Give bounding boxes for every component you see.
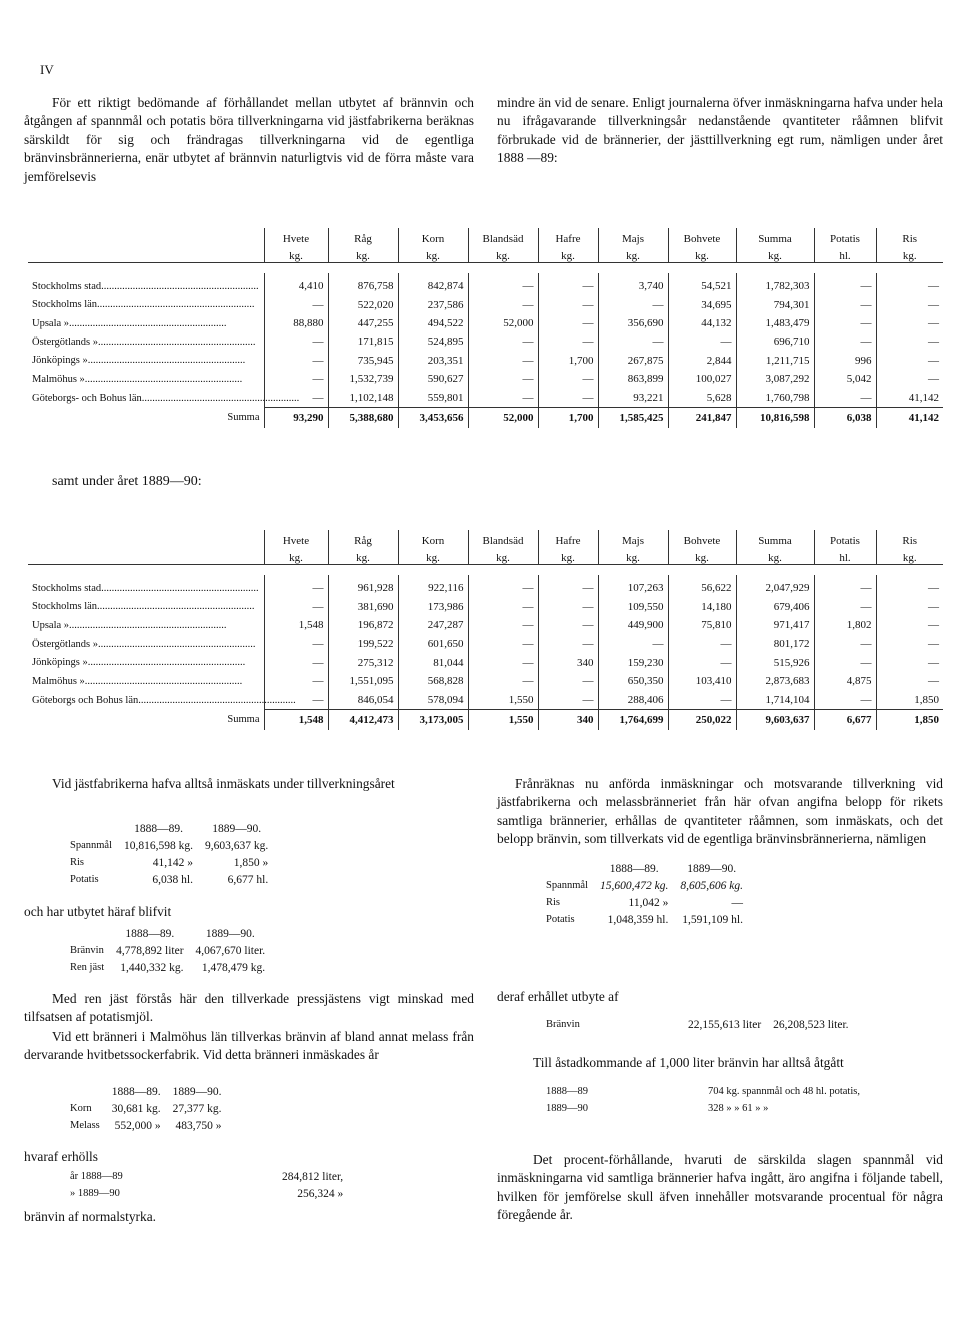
table-cell: 75,810 — [668, 616, 736, 635]
column-header: Majs — [598, 530, 668, 547]
table-cell: 3,087,292 — [736, 370, 814, 389]
sum-cell: 1,548 — [264, 710, 328, 731]
row-label-text: Jönköpings » — [32, 657, 88, 669]
table-cell: — — [264, 351, 328, 370]
row-label-text: Malmöhus » — [32, 373, 85, 385]
table-cell: 449,900 — [598, 616, 668, 635]
table-cell: 1,850 — [876, 691, 943, 710]
column-unit: kg. — [736, 245, 814, 263]
table-header-row — [28, 530, 943, 547]
table-cell: — — [668, 635, 736, 654]
sum-cell: 93,290 — [264, 408, 328, 429]
row-label-text: Östergötlands » — [32, 638, 99, 650]
column-header: Potatis — [814, 228, 876, 245]
row-label-text: Malmöhus » — [32, 675, 85, 687]
table-cell: 696,710 — [736, 333, 814, 352]
table-cell: 81,044 — [398, 653, 468, 672]
left-table-4: år 1888—89 284,812 liter, » 1889—90 256,324 » — [70, 1170, 344, 1200]
row-label-text: Östergötlands » — [32, 336, 99, 348]
table-cell: 247,287 — [398, 616, 468, 635]
column-header: Hafre — [538, 228, 598, 245]
table-cell: — — [814, 273, 876, 296]
row-label: Stockholms län............................................................ — [32, 299, 255, 311]
table-cell: 1,802 — [814, 616, 876, 635]
table-cell: — — [468, 575, 538, 598]
table-cell: 5,628 — [668, 389, 736, 408]
table-row — [28, 616, 943, 635]
table-cell: — — [264, 296, 328, 315]
table-cell: 103,410 — [668, 672, 736, 691]
table-cell: — — [468, 635, 538, 654]
column-unit: kg. — [264, 245, 328, 263]
table-cell: — — [468, 672, 538, 691]
sum-cell: 4,412,473 — [328, 710, 398, 731]
column-header: Summa — [736, 228, 814, 245]
left-para-6: bränvin af normalstyrka. — [24, 1209, 157, 1224]
table-cell: — — [264, 333, 328, 352]
column-unit: kg. — [668, 245, 736, 263]
table-cell: — — [668, 333, 736, 352]
column-header: Blandsäd — [468, 228, 538, 245]
row-label-text: Upsala » — [32, 619, 70, 631]
table-cell: — — [814, 296, 876, 315]
table-cell: 107,263 — [598, 575, 668, 598]
sum-cell: 1,550 — [468, 710, 538, 731]
right-para-3: Till åstadkommande af 1,000 liter bränvin har alltså åtgått — [533, 1055, 844, 1070]
sum-cell: 41,142 — [876, 408, 943, 429]
table-cell: 2,844 — [668, 351, 736, 370]
table-cell: 559,801 — [398, 389, 468, 408]
table-cell: 1,700 — [538, 351, 598, 370]
table-cell: 196,872 — [328, 616, 398, 635]
table-cell: — — [876, 333, 943, 352]
left-table-3: 1888—89. 1889—90. Korn 30,681 kg. 27,377 kg. Melass 552,000 » 483,750 » — [70, 1085, 222, 1132]
table-cell: 173,986 — [398, 598, 468, 617]
table-row — [28, 653, 943, 672]
column-header: Majs — [598, 228, 668, 245]
table-units-row — [28, 547, 943, 565]
table-cell: — — [814, 575, 876, 598]
sum-cell: 1,764,699 — [598, 710, 668, 731]
table-cell: — — [468, 333, 538, 352]
table-row — [28, 333, 943, 352]
row-label: Malmöhus »............................................................ — [32, 373, 243, 385]
table-cell: — — [814, 314, 876, 333]
table-cell: 846,054 — [328, 691, 398, 710]
sum-cell: 6,038 — [814, 408, 876, 429]
column-unit: kg. — [598, 547, 668, 565]
table-cell: 1,532,739 — [328, 370, 398, 389]
column-header: Summa — [736, 530, 814, 547]
row-label: Stockholms stad............................................................ — [32, 280, 259, 292]
table-cell: 1,548 — [264, 616, 328, 635]
sum-cell: 340 — [538, 710, 598, 731]
table-cell: — — [814, 653, 876, 672]
sum-cell: 1,850 — [876, 710, 943, 731]
table-cell: — — [264, 575, 328, 598]
table-cell: 578,094 — [398, 691, 468, 710]
table-cell: 56,622 — [668, 575, 736, 598]
table-cell: 863,899 — [598, 370, 668, 389]
column-header: Hafre — [538, 530, 598, 547]
table-cell: 735,945 — [328, 351, 398, 370]
table-cell: — — [264, 691, 328, 710]
table-cell: 171,815 — [328, 333, 398, 352]
sum-cell: 9,603,637 — [736, 710, 814, 731]
table-cell: 4,875 — [814, 672, 876, 691]
sum-row — [28, 408, 943, 429]
table-cell: 381,690 — [328, 598, 398, 617]
table-cell: — — [264, 653, 328, 672]
table-cell: 1,211,715 — [736, 351, 814, 370]
table-cell: — — [598, 635, 668, 654]
table-cell: 52,000 — [468, 314, 538, 333]
table-cell: 237,586 — [398, 296, 468, 315]
column-unit: hl. — [814, 547, 876, 565]
table-row — [28, 598, 943, 617]
left-para-3: Med ren jäst förstås här den tillverkade pressjästens vigt minskad med tilfsatsen af potatismjöl. — [24, 991, 474, 1025]
table-cell: — — [814, 635, 876, 654]
row-label-text: Göteborgs- och Bohus län — [32, 392, 142, 404]
table-cell: 41,142 — [876, 389, 943, 408]
column-unit: kg. — [598, 245, 668, 263]
sum-cell: 5,388,680 — [328, 408, 398, 429]
column-unit: kg. — [398, 547, 468, 565]
table-cell: — — [814, 691, 876, 710]
table-cell: — — [668, 691, 736, 710]
table-cell: — — [538, 296, 598, 315]
table-units-row — [28, 245, 943, 263]
table-cell: — — [538, 389, 598, 408]
row-label: Upsala »............................................................ — [32, 317, 227, 329]
column-header: Bohvete — [668, 530, 736, 547]
row-label-text: Stockholms län — [32, 601, 98, 613]
table-cell: — — [468, 389, 538, 408]
table-row — [28, 389, 943, 408]
table-cell: — — [814, 598, 876, 617]
sum-cell: 3,453,656 — [398, 408, 468, 429]
column-header: Korn — [398, 530, 468, 547]
column-header: Råg — [328, 228, 398, 245]
table-cell: — — [538, 635, 598, 654]
column-header: Hvete — [264, 530, 328, 547]
table-cell: — — [264, 389, 328, 408]
table-cell: — — [264, 672, 328, 691]
row-label-text: Stockholms stad — [32, 280, 102, 292]
column-unit: kg. — [876, 547, 943, 565]
table-row — [28, 672, 943, 691]
table-cell: 679,406 — [736, 598, 814, 617]
table-row — [28, 691, 943, 710]
table-cell: — — [814, 333, 876, 352]
table-cell: 54,521 — [668, 273, 736, 296]
left-para-5: hvaraf erhölls — [24, 1149, 98, 1164]
column-unit: kg. — [328, 547, 398, 565]
left-table-1: 1888—89. 1889—90. Spannmål 10,816,598 kg. 9,603,637 kg. Ris 41,142 » 1,850 » Potatis 6,038 hl. 6,677 hl. — [70, 822, 269, 886]
table-cell: 5,042 — [814, 370, 876, 389]
sum-cell: 6,677 — [814, 710, 876, 731]
table-cell: — — [538, 691, 598, 710]
table-cell: 1,782,303 — [736, 273, 814, 296]
table-cell: — — [814, 389, 876, 408]
column-unit: kg. — [468, 245, 538, 263]
table-cell: 590,627 — [398, 370, 468, 389]
page-number: IV — [40, 62, 54, 77]
table-cell: 842,874 — [398, 273, 468, 296]
table-cell: 267,875 — [598, 351, 668, 370]
row-label: Upsala »............................................................ — [32, 619, 227, 631]
table-cell: — — [264, 370, 328, 389]
column-header: Ris — [876, 530, 943, 547]
column-header: Bohvete — [668, 228, 736, 245]
table-cell: 1,760,798 — [736, 389, 814, 408]
table-cell: 922,116 — [398, 575, 468, 598]
table-row — [28, 635, 943, 654]
table-cell: — — [668, 653, 736, 672]
sum-cell: 3,173,005 — [398, 710, 468, 731]
row-label: Östergötlands »............................................................ — [32, 336, 256, 348]
table-cell: — — [876, 273, 943, 296]
row-label: Jönköpings »............................................................ — [32, 355, 246, 367]
table-cell: 203,351 — [398, 351, 468, 370]
table-cell: — — [538, 598, 598, 617]
table-cell: 100,027 — [668, 370, 736, 389]
column-header: Råg — [328, 530, 398, 547]
table-cell: — — [876, 672, 943, 691]
table-cell: — — [538, 370, 598, 389]
table-cell: 1,550 — [468, 691, 538, 710]
table-cell: — — [538, 616, 598, 635]
row-label-text: Stockholms stad — [32, 582, 102, 594]
column-unit: kg. — [876, 245, 943, 263]
table-cell: 2,047,929 — [736, 575, 814, 598]
row-label: Jönköpings »............................................................ — [32, 657, 246, 669]
column-unit: kg. — [398, 245, 468, 263]
left-para-4: Vid ett bränneri i Malmöhus län tillverkas bränvin af bland annat melass från dervarande hvitbetssockerfabrik. Vid detta bränneri inmäskades år — [24, 1029, 474, 1063]
table-cell: — — [598, 296, 668, 315]
table-cell: — — [876, 370, 943, 389]
table-cell: — — [876, 598, 943, 617]
table-cell: — — [876, 575, 943, 598]
table-header-row — [28, 228, 943, 245]
row-label-text: Stockholms län — [32, 299, 98, 311]
table-cell: — — [598, 333, 668, 352]
table-cell: — — [876, 616, 943, 635]
caption-1889-90: samt under året 1889—90: — [52, 474, 202, 489]
table-cell: 801,172 — [736, 635, 814, 654]
table-cell: 650,350 — [598, 672, 668, 691]
table-cell: — — [264, 598, 328, 617]
table-row — [28, 575, 943, 598]
table-cell: 794,301 — [736, 296, 814, 315]
table-cell: — — [538, 672, 598, 691]
sum-cell: 52,000 — [468, 408, 538, 429]
table-cell: 288,406 — [598, 691, 668, 710]
table-cell: 1,102,148 — [328, 389, 398, 408]
sum-cell: 1,585,425 — [598, 408, 668, 429]
table-cell: 1,483,479 — [736, 314, 814, 333]
intro-left-paragraph: För ett riktigt bedömande af förhållandet mellan utbytet af brännvin och åtgången af spannmål och potatis böra tillverkningarna vid jästfabrikerna beräknas särskildt för sig och frändragas tillverkningarna vid de egentliga bränvinsbrännerierna, enär utbytet af brännvin naturligtvis vid de förra måste vara jemförelsevis — [24, 95, 474, 184]
table-cell: 996 — [814, 351, 876, 370]
table-cell: — — [468, 351, 538, 370]
right-para-1: Frånräknas nu anförda inmäskningar och motsvarande tillverkning vid jästfabrikerna och melassbränneriet från här ofvan angifna belopp för rikets samtliga brännerier, erhållas de qvantiteter rååmnen, som inmäskats, och det belopp bränvin, som tillverkats vid de egentliga bränvinsbrännerierna, nämligen — [497, 776, 943, 847]
column-unit: kg. — [468, 547, 538, 565]
table-cell: 494,522 — [398, 314, 468, 333]
table-cell: 876,758 — [328, 273, 398, 296]
table-cell: 2,873,683 — [736, 672, 814, 691]
right-table-1: 1888—89. 1889—90. Spannmål 15,600,472 kg. 8,605,606 kg. Ris 11,042 » — Potatis 1,048,359 hl. 1,591,109 hl. — [546, 862, 743, 926]
table-cell: — — [468, 598, 538, 617]
table-cell: — — [538, 333, 598, 352]
table-cell: 961,928 — [328, 575, 398, 598]
column-header: Ris — [876, 228, 943, 245]
table-cell: — — [876, 351, 943, 370]
row-label: Göteborgs och Bohus län............................................................ — [32, 694, 296, 706]
table-cell: 1,551,095 — [328, 672, 398, 691]
column-header: Potatis — [814, 530, 876, 547]
table-cell: 601,650 — [398, 635, 468, 654]
table-cell: — — [468, 296, 538, 315]
row-label-text: Upsala » — [32, 317, 70, 329]
table-row — [28, 273, 943, 296]
column-header: Hvete — [264, 228, 328, 245]
table-cell: — — [468, 273, 538, 296]
right-table-2: Bränvin 22,155,613 liter 26,208,523 liter. — [546, 1018, 849, 1031]
table-cell: 109,550 — [598, 598, 668, 617]
table-cell: — — [876, 314, 943, 333]
table-row — [28, 296, 943, 315]
table-cell: — — [468, 653, 538, 672]
table-cell: — — [264, 635, 328, 654]
table-cell: — — [538, 575, 598, 598]
column-header: Blandsäd — [468, 530, 538, 547]
row-label: Stockholms län............................................................ — [32, 601, 255, 613]
table-cell: 199,522 — [328, 635, 398, 654]
right-table-3: 1888—89 704 kg. spannmål och 48 hl. potatis, 1889—90 328 » » 61 » » — [546, 1086, 860, 1114]
table-cell: 93,221 — [598, 389, 668, 408]
row-label-text: Göteborgs och Bohus län — [32, 694, 139, 706]
left-para-2: och har utbytet häraf blifvit — [24, 904, 172, 919]
table-cell: 44,132 — [668, 314, 736, 333]
row-label: Malmöhus »............................................................ — [32, 675, 243, 687]
sum-cell: 10,816,598 — [736, 408, 814, 429]
table-1889-90 — [28, 530, 943, 730]
left-table-2: 1888—89. 1889—90. Bränvin 4,778,892 liter 4,067,670 liter. Ren jäst 1,440,332 kg. 1,478,479 kg. — [70, 927, 266, 974]
table-row — [28, 370, 943, 389]
table-cell: 524,895 — [398, 333, 468, 352]
column-unit: hl. — [814, 245, 876, 263]
table-cell: 447,255 — [328, 314, 398, 333]
table-1888-89 — [28, 228, 943, 428]
table-cell: — — [538, 273, 598, 296]
table-cell: 515,926 — [736, 653, 814, 672]
column-header: Korn — [398, 228, 468, 245]
table-cell: 159,230 — [598, 653, 668, 672]
column-unit: kg. — [264, 547, 328, 565]
table-cell: — — [876, 635, 943, 654]
column-unit: kg. — [538, 245, 598, 263]
sum-cell: 1,700 — [538, 408, 598, 429]
table-cell: 34,695 — [668, 296, 736, 315]
row-label: Stockholms stad............................................................ — [32, 582, 259, 594]
row-label-text: Jönköpings » — [32, 355, 88, 367]
table-cell: 4,410 — [264, 273, 328, 296]
row-label: Östergötlands »............................................................ — [32, 638, 256, 650]
table-row — [28, 314, 943, 333]
table-cell: 88,880 — [264, 314, 328, 333]
sum-label: Summa — [227, 412, 260, 424]
table-cell: — — [538, 314, 598, 333]
table-cell: — — [468, 370, 538, 389]
column-unit: kg. — [538, 547, 598, 565]
table-cell: 1,714,104 — [736, 691, 814, 710]
column-unit: kg. — [328, 245, 398, 263]
row-label: Göteborgs- och Bohus län............................................................ — [32, 392, 300, 404]
table-cell: 275,312 — [328, 653, 398, 672]
table-cell: 522,020 — [328, 296, 398, 315]
table-cell: — — [876, 653, 943, 672]
column-unit: kg. — [668, 547, 736, 565]
intro-right-paragraph: mindre än vid de senare. Enligt journalerna öfver inmäskningarna hafva under hela nu ifrågavarande tillverkningsår nedanstående qvantiteter rååmnen blifvit förbrukade vid de brännerier, der jästtillverkning egt rum, nämligen under året 1888 —89: — [497, 95, 943, 166]
sum-cell: 241,847 — [668, 408, 736, 429]
table-cell: 356,690 — [598, 314, 668, 333]
sum-cell: 250,022 — [668, 710, 736, 731]
sum-label: Summa — [227, 714, 260, 726]
right-para-2: deraf erhållet utbyte af — [497, 989, 619, 1004]
table-cell: 14,180 — [668, 598, 736, 617]
right-para-4: Det procent-förhållande, hvaruti de särskilda slagen spannmål vid inmäskningarna vid samtliga brännerier hafva ingått, äro angifna i följande tabell, hvilken för jemförelse skull äfven innehåller motsvarande procentual för några föregående år. — [497, 1152, 943, 1223]
table-row — [28, 351, 943, 370]
table-cell: — — [468, 616, 538, 635]
table-cell: 971,417 — [736, 616, 814, 635]
sum-row — [28, 710, 943, 731]
left-para-1: Vid jästfabrikerna hafva alltså inmäskats under tillverkningsåret — [52, 776, 395, 791]
table-cell: — — [876, 296, 943, 315]
table-cell: 3,740 — [598, 273, 668, 296]
column-unit: kg. — [736, 547, 814, 565]
table-cell: 568,828 — [398, 672, 468, 691]
table-cell: 340 — [538, 653, 598, 672]
